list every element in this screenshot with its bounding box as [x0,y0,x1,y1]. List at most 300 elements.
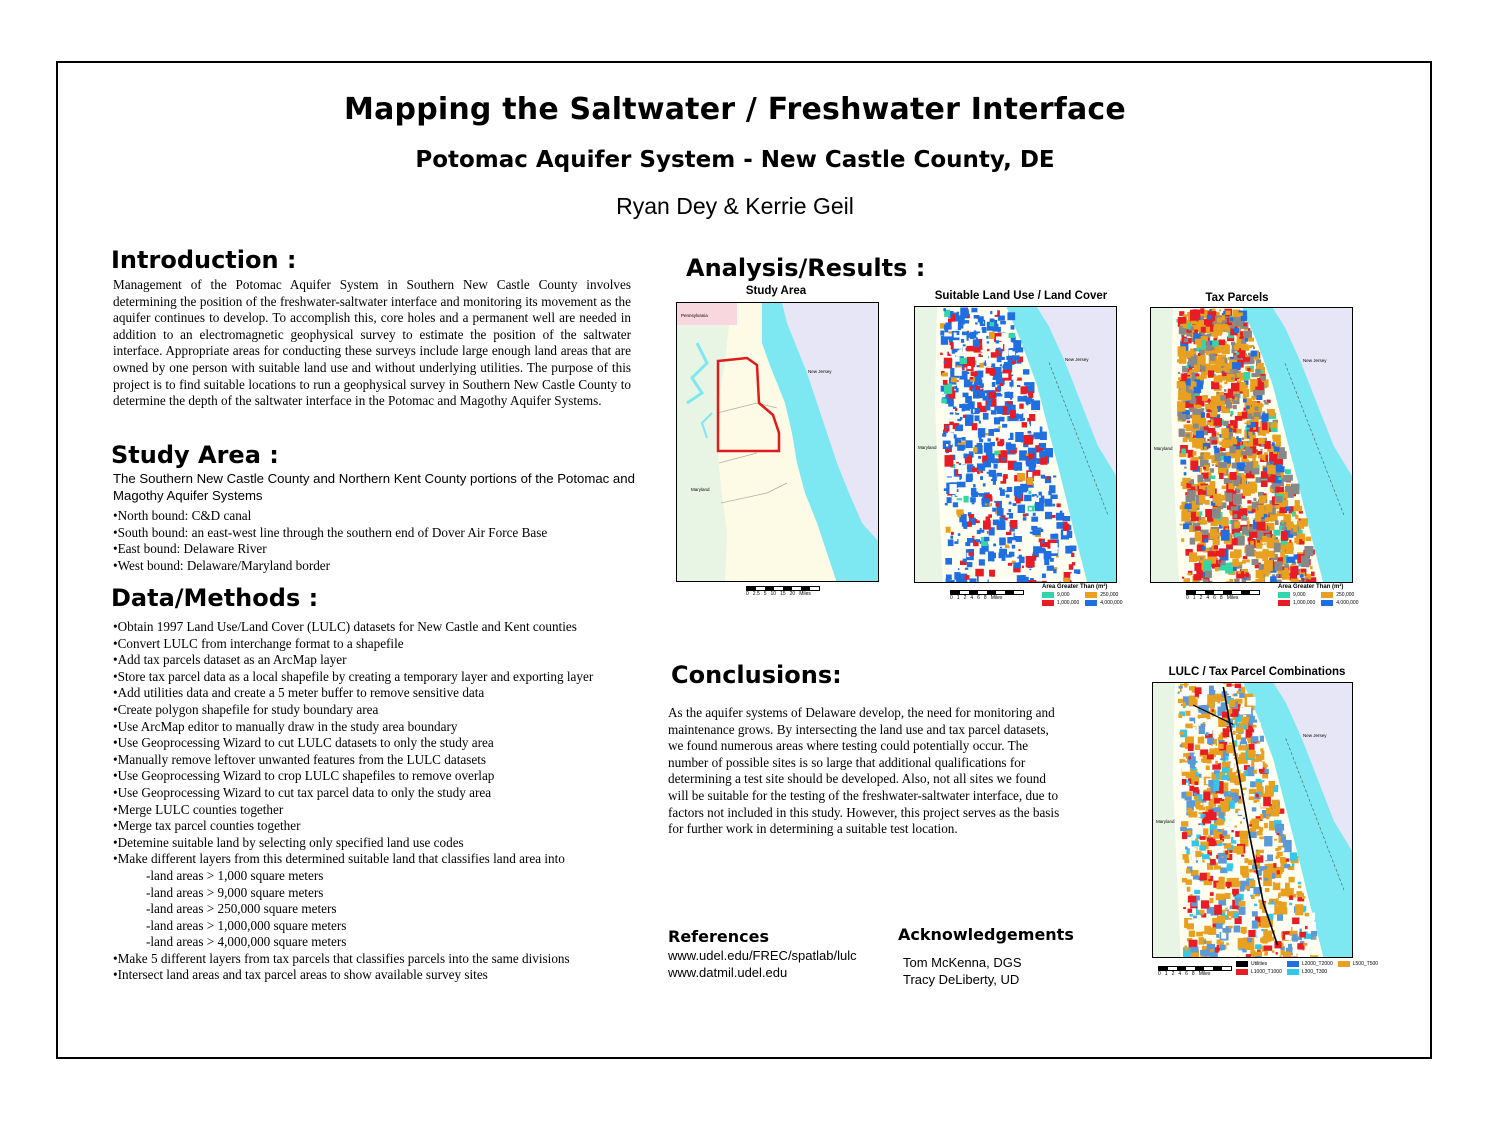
land-patch [1189,931,1195,937]
land-patch [1253,770,1257,774]
land-patch [1195,851,1201,857]
land-patch [1012,376,1018,380]
land-patch [1281,848,1284,852]
land-patch [1223,421,1229,426]
land-patch [998,316,1005,321]
land-patch [1304,546,1313,556]
land-patch [1270,817,1275,821]
land-patch [1216,755,1221,759]
land-patch [1023,514,1027,517]
scale-label: 4 [1206,595,1210,601]
land-patch [955,314,958,317]
introduction-text: Management of the Potomac Aquifer System in Southern New Castle County involves determining the position of the freshwater-saltwater interface and monitoring its movement as the aquifer continues to develop. To accomplish this, core holes and a permanent well are needed in addition to an electromagnetic geophysical survey to estimate the position of the saltwater interface. Appropriate areas for conducting these surveys include large enough land areas that are owned by one person with suitable land use and without underlying utilities. The purpose of this project is to find suitable locations to run a geophysical survey in Southern New Castle County to determine the depth of the saltwater interface in the Potomac and Magothy Aquifer Systems. [113,277,631,409]
land-patch [952,351,956,354]
land-patch [1202,395,1207,401]
land-patch [1255,358,1258,361]
land-patch [1225,563,1233,574]
land-patch [1263,797,1271,807]
land-patch [1226,957,1230,958]
land-patch [1212,464,1214,466]
land-patch [967,331,969,332]
land-patch [1196,512,1200,517]
scale-label: 2 [1199,595,1203,601]
land-patch [1071,553,1074,557]
land-patch [1200,749,1208,755]
land-patch [1238,571,1241,574]
land-patch [1212,709,1214,712]
legend-swatch [1042,592,1054,598]
land-patch [943,404,948,410]
land-patch [1220,840,1223,843]
land-patch [1234,926,1241,933]
legend-swatch [1338,961,1350,967]
land-patch [964,320,970,323]
land-patch [1281,522,1284,524]
land-patch [1074,569,1080,574]
land-patch [1249,532,1257,538]
land-patch [1240,831,1248,840]
land-patch [1279,909,1282,913]
land-patch [1194,348,1197,351]
land-patch [1000,383,1004,386]
land-patch [1015,559,1019,563]
land-patch [1238,745,1247,750]
land-patch [1214,375,1223,382]
land-patch [950,412,954,414]
land-patch [983,520,991,529]
legend-swatch [1321,592,1333,598]
land-patch [1214,820,1217,823]
land-patch [1261,471,1268,479]
land-patch [952,322,958,330]
land-patch [980,476,983,480]
land-patch [1207,428,1215,433]
method-item: •Create polygon shapefile for study boundary area [113,701,379,717]
land-patch [1187,490,1195,501]
land-patch [1018,549,1020,551]
land-patch [976,539,980,542]
land-patch [1233,514,1237,518]
land-patch [1260,449,1262,451]
legend-item [1338,961,1378,967]
land-patch [1300,574,1304,577]
poster-subtitle: Potomac Aquifer System - New Castle County, DE [415,147,1055,173]
land-patch [1255,952,1262,956]
land-patch [1193,451,1197,456]
land-patch [1219,699,1221,702]
land-patch [1212,340,1218,346]
land-patch [994,417,1000,424]
land-patch [1237,957,1239,958]
land-patch [1197,912,1200,914]
land-patch [1034,477,1036,480]
land-patch [1219,386,1222,388]
land-patch [1234,579,1239,583]
land-patch [966,411,969,413]
land-patch [996,438,999,441]
land-patch [1298,951,1305,958]
land-patch [1206,732,1209,736]
land-patch [1191,841,1199,847]
land-patch [1311,572,1315,577]
land-patch [1264,901,1266,903]
land-patch [1239,857,1245,861]
land-patch [1266,815,1269,819]
land-patch [1256,783,1262,788]
land-patch [1243,817,1245,819]
land-patch [1216,563,1221,567]
land-patch [1200,421,1203,425]
land-patch [1281,926,1286,931]
land-patch [1215,499,1222,506]
land-patch [983,461,991,467]
land-patch [979,363,983,368]
land-patch [948,519,956,526]
method-item: •Use Geoprocessing Wizard to cut LULC datasets to only the study area [113,735,494,751]
land-patch [1222,373,1227,377]
land-patch [1222,762,1230,767]
land-patch [1018,396,1027,401]
land-patch [1180,506,1184,510]
land-patch [955,408,957,411]
land-patch [985,405,990,410]
land-patch [1241,344,1248,351]
scale-label: 6 [977,595,980,601]
land-patch [1262,413,1269,421]
land-patch [1216,840,1219,844]
method-item: •Make 5 different layers from tax parcels that classifies parcels into the same divisions [113,950,570,966]
land-patch [1260,748,1263,752]
land-patch [1265,785,1274,795]
land-patch [1204,918,1209,924]
land-patch [1182,384,1186,388]
land-patch [1242,412,1247,419]
land-patch [946,323,952,327]
land-patch [1276,574,1279,577]
land-patch [990,319,995,323]
land-patch [998,426,1000,428]
land-patch [1285,507,1290,512]
land-patch [1210,898,1214,903]
land-patch [1284,864,1290,868]
land-patch [1219,473,1224,479]
legend-item [1287,969,1333,975]
land-patch [1056,513,1064,521]
legend-swatch [1321,600,1333,606]
land-patch [1286,957,1292,958]
land-patch [945,558,952,565]
land-patch [1051,515,1056,518]
land-patch [1259,496,1266,504]
land-patch [1229,772,1234,778]
land-patch [1075,581,1081,583]
land-patch [1235,684,1241,689]
land-patch [1241,737,1246,744]
land-patch [1230,411,1233,415]
land-patch [1033,464,1036,467]
land-patch [1184,683,1187,687]
land-patch [1222,910,1225,913]
land-patch [1181,735,1183,736]
land-patch [1207,485,1215,495]
land-patch [1231,342,1235,346]
land-patch [1219,340,1226,346]
scale-label: 0 [1186,595,1189,601]
land-patch [967,372,969,374]
land-patch [1207,315,1213,320]
land-patch [1208,780,1213,787]
land-patch [1042,581,1046,583]
reference-link[interactable]: www.datmil.udel.edu [668,964,788,980]
land-patch [947,497,952,503]
land-patch [975,415,980,421]
land-patch [955,427,961,432]
land-patch [1252,921,1258,929]
land-patch [1183,324,1188,328]
method-subitem: -land areas > 4,000,000 square meters [146,934,347,950]
land-patch [1195,745,1200,751]
land-patch [1247,889,1250,891]
land-patch [1194,793,1197,797]
land-patch [1212,322,1215,325]
land-patch [1215,761,1218,764]
land-patch [989,570,995,577]
land-patch [1238,907,1245,915]
land-patch [1061,582,1064,584]
land-patch [1200,950,1205,955]
land-patch [1298,520,1306,525]
legend-item [1042,592,1079,598]
land-patch [1002,458,1005,461]
land-patch [958,533,961,536]
land-patch [1001,325,1007,333]
land-patch [1292,918,1299,925]
land-patch [956,439,961,443]
land-patch [1293,949,1298,953]
method-subitem: -land areas > 9,000 square meters [146,884,324,900]
land-patch [1191,771,1196,776]
land-patch [1219,310,1221,312]
land-patch [1206,937,1212,941]
land-patch [1239,901,1246,906]
land-patch [1232,362,1241,369]
land-patch [1256,850,1258,852]
land-patch [1272,442,1275,446]
land-patch [1212,440,1218,444]
land-patch [1023,369,1029,374]
scale-label: 8 [983,595,987,601]
land-patch [1264,460,1266,461]
land-patch [1189,481,1191,484]
legend-swatch [1287,969,1299,975]
land-patch [967,366,971,369]
land-patch [1305,913,1309,917]
land-patch [1224,367,1228,372]
land-patch [1028,391,1033,398]
land-patch [1186,773,1192,778]
land-patch [1190,914,1193,917]
land-patch [1300,932,1306,938]
land-patch [1240,821,1242,823]
land-patch [1262,536,1267,542]
land-patch [1032,494,1035,497]
land-patch [1261,376,1265,381]
land-patch [1180,524,1183,526]
land-patch [1195,838,1198,841]
land-patch [946,444,948,446]
bound-item: •West bound: Delaware/Maryland border [113,557,331,573]
land-patch [1208,420,1211,422]
land-patch [985,503,988,505]
land-patch [1260,816,1263,819]
land-patch [1185,711,1190,716]
land-patch [1260,820,1262,821]
land-patch [1313,937,1316,939]
land-patch [1256,395,1262,400]
land-patch [1233,487,1235,489]
land-patch [975,322,978,324]
land-patch [1199,486,1204,489]
land-patch [985,557,988,561]
land-patch [957,380,959,382]
land-patch [970,527,974,530]
land-patch [1224,376,1228,379]
land-patch [1289,895,1293,900]
legend-label: 9,000 [1293,592,1306,598]
land-patch [1261,481,1267,488]
land-patch [1243,398,1247,402]
land-patch [977,512,985,521]
land-patch [1253,397,1255,400]
land-patch [1294,513,1296,516]
land-patch [1183,437,1188,442]
land-patch [1262,936,1267,943]
land-patch [978,371,984,376]
land-patch [1242,873,1249,878]
land-patch [979,495,982,497]
scale-label: Miles [990,595,1003,601]
land-patch [1209,547,1212,551]
land-patch [1015,477,1017,479]
land-patch [1216,934,1219,938]
land-patch [1218,332,1222,336]
land-patch [994,464,998,469]
land-patch [1178,372,1180,374]
land-patch [988,429,994,436]
land-patch [1194,890,1200,894]
land-patch [942,433,946,436]
land-patch [1038,496,1041,498]
land-patch [1249,716,1255,720]
land-patch [1199,456,1204,459]
land-patch [1201,452,1204,455]
land-patch [1275,487,1284,493]
land-patch [1187,421,1191,423]
land-patch [949,565,958,572]
land-patch [1246,545,1255,557]
tax-parcels-scalebar [1186,590,1260,601]
study-area-map-graphic [677,303,879,582]
land-patch [1232,440,1237,444]
land-patch [1178,699,1183,703]
land-patch [1230,398,1232,401]
land-patch [983,413,989,420]
land-patch [940,331,944,336]
land-patch [1275,520,1279,525]
land-patch [957,513,961,517]
land-patch [1225,851,1228,855]
land-patch [1197,475,1203,482]
land-patch [1181,538,1184,542]
land-patch [1005,515,1009,518]
conclusion-line: we found numerous areas where testing could potentially occur. The [668,738,1029,754]
land-patch [1257,831,1263,836]
land-patch [1242,788,1246,790]
land-patch [1030,571,1032,573]
reference-link[interactable]: www.udel.edu/FREC/spatlab/lulc [668,948,857,963]
land-patch [1012,340,1021,351]
land-patch [1050,495,1057,500]
scale-label: 0 [950,595,953,601]
land-patch [1003,580,1006,583]
land-patch [965,568,968,570]
land-patch [1185,918,1187,920]
acknowledgements-list [903,955,1022,988]
land-patch [1253,723,1261,733]
land-patch [1226,402,1232,409]
land-patch [975,408,980,414]
land-patch [1225,908,1227,910]
land-patch [941,398,947,403]
land-patch [972,536,975,538]
land-patch [1258,505,1264,513]
land-patch [1000,364,1002,366]
land-patch [1267,905,1275,913]
land-patch [1265,765,1268,767]
land-patch [954,357,959,362]
land-patch [1179,385,1181,388]
land-patch [1182,764,1190,771]
acknowledgement-item: Tracy DeLiberty, UD [903,971,1020,987]
land-patch [1028,491,1031,494]
land-patch [1270,489,1274,492]
land-patch [1224,957,1232,958]
land-patch [1022,422,1027,427]
land-patch [1235,416,1242,421]
legend-label: L2000_T2000 [1301,961,1333,967]
land-patch [1198,353,1201,356]
land-patch [997,521,1005,530]
land-patch [1247,521,1250,524]
legend-swatch [1236,969,1248,975]
land-patch [1226,943,1228,946]
legend-title: Area Greater Than (m²) [1278,584,1344,590]
land-patch [982,327,986,333]
land-patch [966,346,973,352]
land-patch [978,428,985,437]
land-patch [954,572,960,580]
land-patch [960,419,962,421]
land-patch [1210,476,1216,480]
land-patch [997,397,1005,406]
method-item: •Add tax parcels dataset as an ArcMap layer [113,652,347,668]
land-patch [1305,926,1308,929]
land-patch [1010,410,1016,418]
land-patch [1229,579,1233,583]
land-patch [1224,382,1227,384]
land-patch [977,530,981,534]
land-patch [952,355,956,358]
